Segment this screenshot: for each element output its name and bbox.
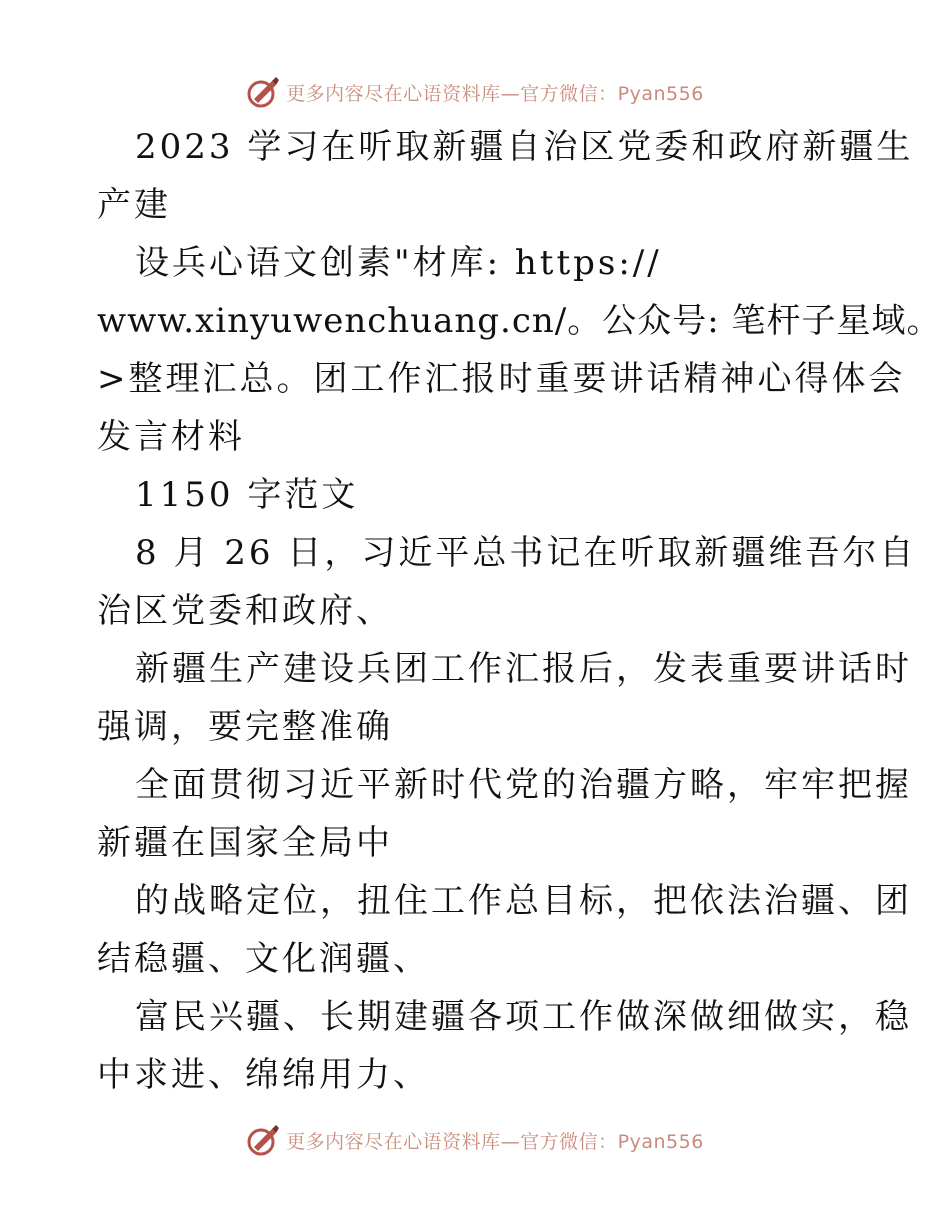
watermark-account: Pyan556 [617,1130,704,1153]
watermark-prefix: 更多内容尽在心语资料库—官方微信： [286,82,618,105]
text-line: 的战略定位，扭住工作总目标，把依法治疆、团 [135,881,912,921]
text-line: 发言材料 [97,417,245,457]
text-line: 产建 [97,185,171,225]
text-line: 强调，要完整准确 [97,707,393,747]
text-line: >整理汇总。团工作汇报时重要讲话精神心得体会 [97,359,906,399]
text-line: 设兵心语文创素"材库: https:// [135,243,662,283]
text-line: 新疆在国家全局中 [97,823,393,863]
text-line: www.xinyuwenchuang.cn/。公众号: 笔杆子星域。 [97,301,942,341]
watermark-prefix: 更多内容尽在心语资料库—官方微信： [286,1130,618,1153]
watermark-account: Pyan556 [617,82,704,105]
footer-watermark [0,1120,950,1160]
pen-logo-icon [246,1123,280,1157]
text-line: 富民兴疆、长期建疆各项工作做深做细做实，稳 [135,997,912,1037]
pen-logo-icon [246,75,280,109]
text-line: 1150 字范文 [135,475,359,515]
text-line: 结稳疆、文化润疆、 [97,939,430,979]
text-line: 2023 学习在听取新疆自治区党委和政府新疆生 [135,127,914,167]
text-line: 中求进、绵绵用力、 [97,1055,430,1095]
text-line: 新疆生产建设兵团工作汇报后，发表重要讲话时 [135,649,912,689]
watermark-text [286,79,704,106]
header-watermark [0,72,950,112]
document-body [97,118,942,1104]
watermark-text [286,1127,704,1154]
text-line: 治区党委和政府、 [97,591,393,631]
text-line: 8 月 26 日，习近平总书记在听取新疆维吾尔自 [135,533,917,573]
text-line: 全面贯彻习近平新时代党的治疆方略，牢牢把握 [135,765,912,805]
